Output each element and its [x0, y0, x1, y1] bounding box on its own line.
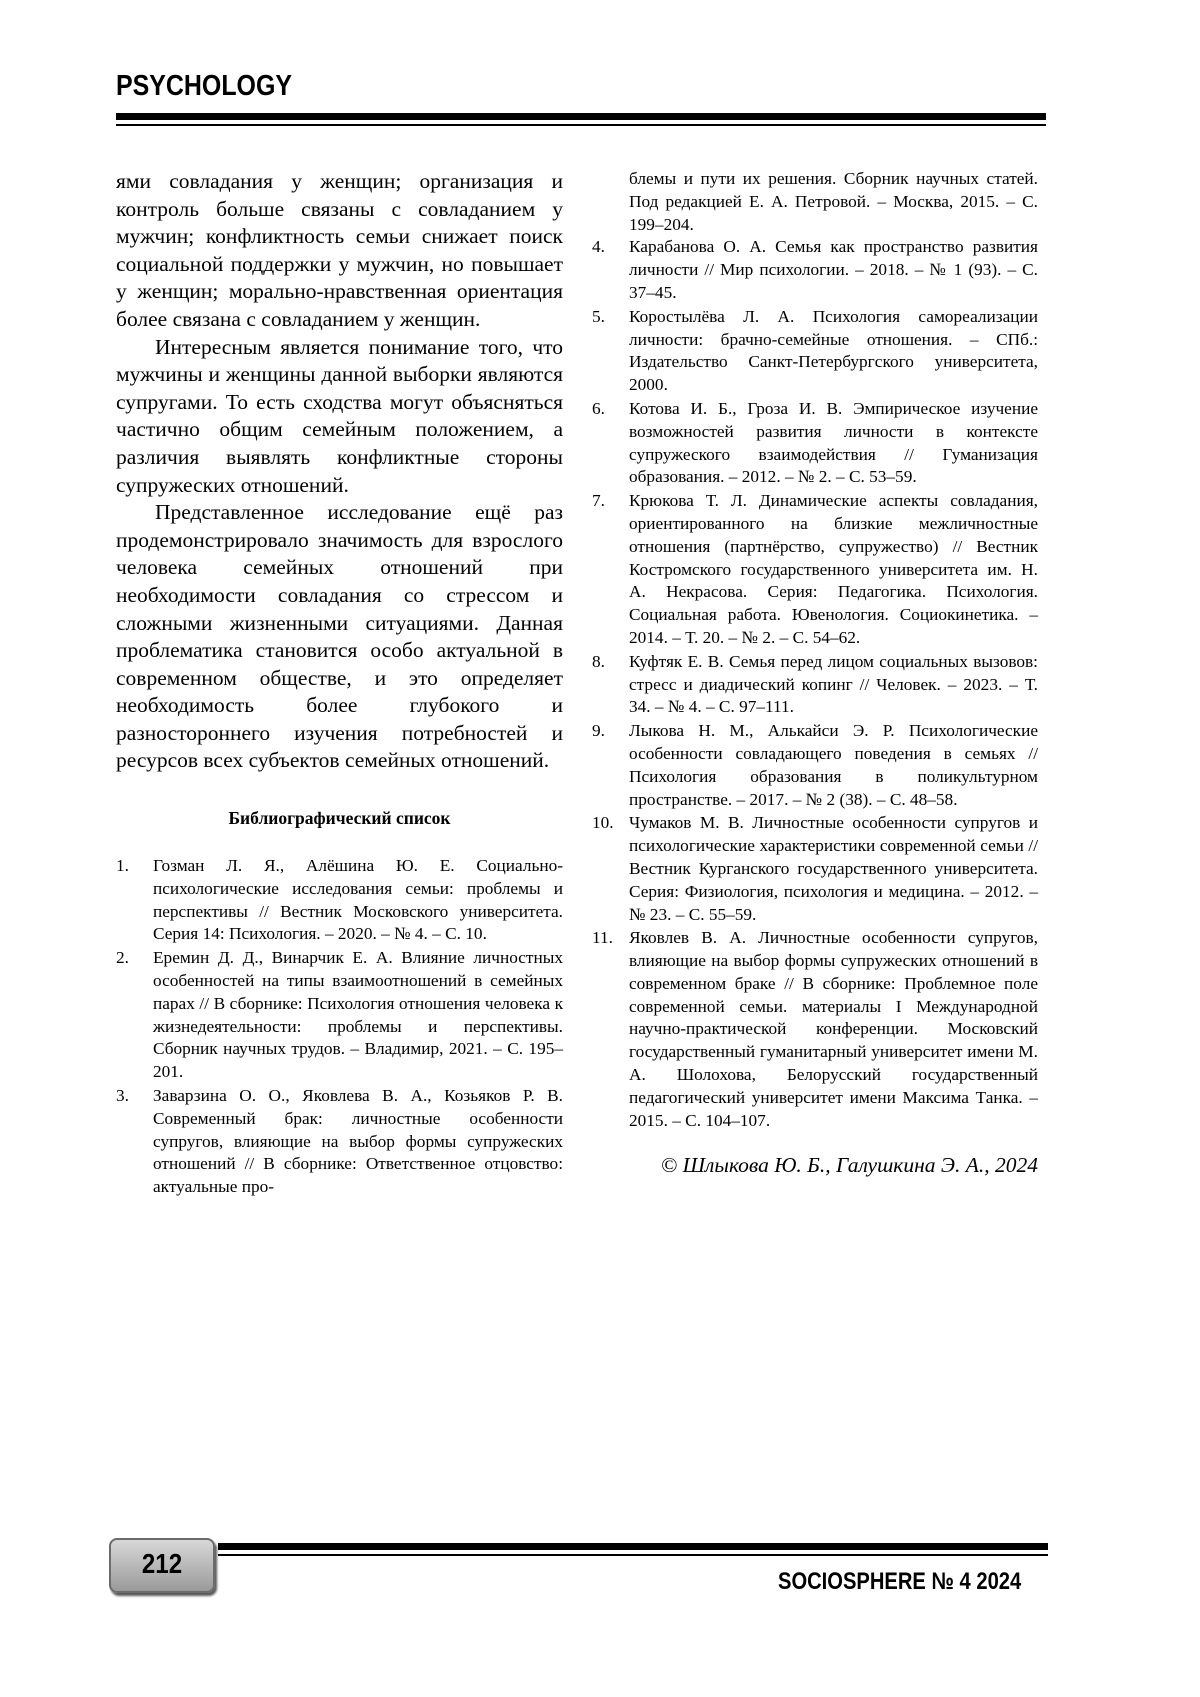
reference-number: 9. — [592, 721, 605, 741]
reference-item — [592, 236, 1038, 304]
left-column — [116, 168, 563, 1200]
reference-number: 10. — [592, 813, 614, 833]
reference-item — [592, 398, 1038, 489]
reference-item — [592, 720, 1038, 811]
reference-number: 2. — [116, 948, 129, 968]
footer-rule-thin — [218, 1554, 1048, 1556]
body-paragraph-2: Интересным является понимание того, что мужчины и женщины данной выборки являются супругами. То есть сходства могут объясняться частично общим семейным положением, а различия выявлять конфликтные стороны супружеских отношений. — [116, 334, 563, 497]
reference-item — [116, 947, 563, 1084]
reference-text: Чумаков М. В. Личностные особенности супругов и психологические характеристики современной семьи // Вестник Курганского государственного университета. Серия: Физиология, психология и медицина. – 2012. – № 23. – С. 55–59. — [629, 813, 1038, 924]
reference-item — [592, 651, 1038, 719]
reference-text: Крюкова Т. Л. Динамические аспекты совладания, ориентированного на близкие межличностные отношения (партнёрство, супружество) // Вестник Костромского государственного университета им. Н. А. Некрасова. Серия: Педагогика. Психология. Социальная работа. Ювенология. Социокинетика. – 2014. – Т. 20. – № 2. – С. 54–62. — [629, 491, 1038, 647]
section-title: PSYCHOLOGY — [116, 70, 293, 102]
body-paragraph-3: Представленное исследование ещё раз продемонстрировало значимость для взрослого человека семейных отношений при необходимости совладания со стрессом и сложными жизненными ситуациями. Данная проблематика становится особо актуальной в современном обществе, и это определяет необходимость более глубокого и разностороннего изучения потребностей и ресурсов всех субъектов семейных отношений. — [116, 500, 563, 773]
reference-number: 7. — [592, 491, 605, 511]
reference-item — [116, 1085, 563, 1199]
reference-number: 4. — [592, 237, 605, 257]
reference-text: Карабанова О. А. Семья как пространство развития личности // Мир психологии. – 2018. – № 1 (93). – С. 37–45. — [629, 237, 1038, 302]
reference-text: Куфтяк Е. В. Семья перед лицом социальных вызовов: стресс и диадический копинг // Человек. – 2023. – Т. 34. – № 4. – С. 97–111. — [629, 651, 1038, 717]
reference-text: Заварзина О. О., Яковлева В. А., Козьяков Р. В. Современный брак: личностные особенности супругов, влияющие на выбор формы супружеских отношений // В сборнике: Ответственное отцовство: актуальные про- — [153, 1086, 563, 1197]
reference-item — [592, 306, 1038, 397]
reference-item — [116, 855, 563, 946]
page-number-badge — [109, 1538, 215, 1593]
reference-continuation: блемы и пути их решения. Сборник научных статей. Под редакцией Е. А. Петровой. – Москва, 2015. – С. 199–204. — [629, 169, 1038, 234]
body-paragraph-1: ями совладания у женщин; организация и контроль больше связаны с совладанием у мужчин; конфликтность семьи снижает поиск социальной поддержки у мужчин, но повышает у женщин; морально-нравственная ориентация более связана с совладанием у женщин. — [116, 169, 563, 331]
reference-text: Коростылёва Л. А. Психология самореализации личности: брачно-семейные отношения. – СПб.: Издательство Санкт-Петербургского университета, 2000. — [629, 306, 1038, 395]
bibliography-heading: Библиографический список — [228, 808, 451, 829]
footer-rule-thick — [218, 1543, 1048, 1550]
reference-text: Гозман Л. Я., Алёшина Ю. Е. Социально-психологические исследования семьи: проблемы и перспективы // Вестник Московского университета. Серия 14: Психология. – 2020. – № 4. – С. 10. — [153, 856, 563, 944]
reference-text: Котова И. Б., Гроза И. В. Эмпирическое изучение возможностей развития личности в контексте супружеского взаимодействия // Гуманизация образования. – 2012. – № 2. – С. 53–59. — [629, 398, 1038, 487]
reference-text: Еремин Д. Д., Винарчик Е. А. Влияние личностных особенностей на типы взаимоотношений в семейных парах // В сборнике: Психология отношения человека к жизнедеятельности: проблемы и перспективы. Сборник научных трудов. – Владимир, 2021. – С. 195–201. — [153, 948, 563, 1082]
reference-item — [592, 490, 1038, 650]
reference-number: 8. — [592, 651, 605, 671]
right-column — [592, 168, 1038, 1179]
reference-number: 11. — [592, 928, 613, 948]
header-rule-thin — [116, 124, 1046, 126]
reference-number: 3. — [116, 1086, 129, 1106]
reference-text: Лыкова Н. М., Алькайси Э. Р. Психологические особенности совладающего поведения в семьях // Психология образования в поликультурном пространстве. – 2017. – № 2 (38). – С. 48–58. — [629, 721, 1038, 809]
copyright-line: © Шлыкова Ю. Б., Галушкина Э. А., 2024 — [660, 1153, 1038, 1178]
reference-number: 5. — [592, 306, 605, 326]
reference-item — [592, 927, 1038, 1132]
reference-number: 1. — [116, 856, 129, 876]
reference-item — [592, 812, 1038, 926]
reference-number: 6. — [592, 398, 605, 418]
reference-text: Яковлев В. А. Личностные особенности супругов, влияющие на выбор формы супружеских отношений в современном браке // В сборнике: Проблемное поле современной семьи. материалы I Международной научно-практической конференции. Московский государственный гуманитарный университет имени М. А. Шолохова, Белорусский государственный педагогический университет имени Максима Танка. – 2015. – С. 104–107. — [629, 928, 1038, 1130]
page-number: 212 — [141, 1548, 183, 1579]
header-rule-thick — [116, 113, 1046, 120]
journal-name: SOCIOSPHERE № 4 2024 — [778, 1568, 1022, 1595]
